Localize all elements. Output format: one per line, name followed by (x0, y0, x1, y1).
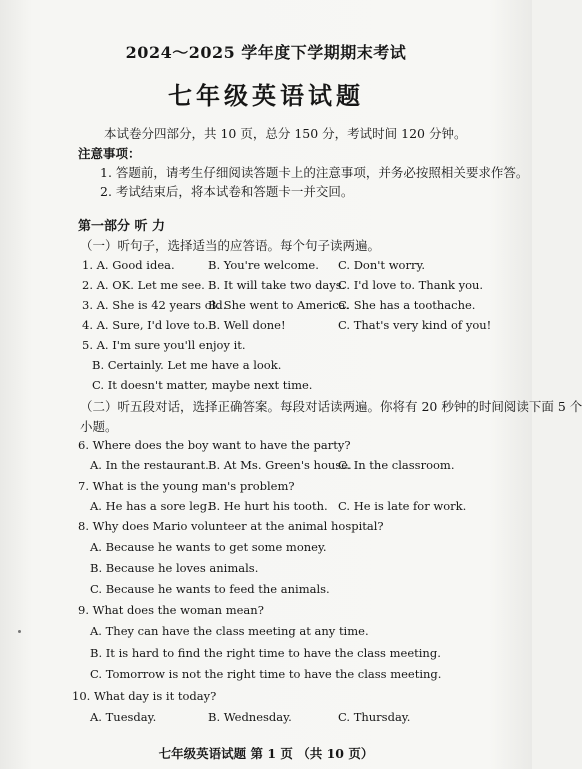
q4-option-c: C. That's very kind of you! (338, 318, 492, 332)
q10-option-c: C. Thursday. (338, 710, 411, 724)
section2-instruction: （二）听五段对话，选择正确答案。每段对话读两遍。你将有 20 秒钟的时间阅读下面 5 个 (80, 399, 582, 414)
q5-option-a: 5. A. I'm sure you'll enjoy it. (82, 338, 246, 352)
notice-item: 2. 考试结束后，将本试卷和答题卡一并交回。 (100, 184, 354, 199)
q3-option-a: 3. A. She is 42 years old. (82, 298, 227, 312)
notice-item: 1. 答题前，请考生仔细阅读答题卡上的注意事项，并务必按照相关要求作答。 (100, 165, 529, 180)
subject-title: 七年级英语试题 (168, 81, 364, 110)
q4-option-a: 4. A. Sure, I'd love to. (82, 318, 209, 332)
q10-stem: 10. What day is it today? (72, 689, 217, 703)
q8-option-b: B. Because he loves animals. (90, 561, 259, 575)
q5-option-b: B. Certainly. Let me have a look. (92, 358, 282, 372)
q8-option-a: A. Because he wants to get some money. (90, 540, 327, 554)
q2-option-c: C. I'd love to. Thank you. (338, 278, 484, 292)
q9-stem: 9. What does the woman mean? (78, 603, 264, 617)
q2-option-a: 2. A. OK. Let me see. (82, 278, 205, 292)
q10-option-a: A. Tuesday. (90, 710, 157, 724)
q9-option-a: A. They can have the class meeting at any time. (90, 624, 369, 638)
q5-option-c: C. It doesn't matter, maybe next time. (92, 378, 313, 392)
q3-option-c: C. She has a toothache. (338, 298, 476, 312)
page-footer: 七年级英语试题 第 1 页 （共 10 页） (158, 746, 374, 761)
part1-heading: 第一部分 听 力 (78, 219, 166, 234)
q9-option-c: C. Tomorrow is not the right time to have the class meeting. (90, 667, 442, 681)
exam-description: 本试卷分四部分，共 10 页，总分 150 分，考试时间 120 分钟。 (104, 126, 467, 141)
q1-option-b: B. You're welcome. (208, 258, 319, 272)
q8-stem: 8. Why does Mario volunteer at the animal hospital? (78, 519, 384, 533)
section1-instruction: （一）听句子，选择适当的应答语。每个句子读两遍。 (80, 238, 381, 253)
section2-instruction-cont: 小题。 (80, 419, 118, 434)
q6-stem: 6. Where does the boy want to have the party? (78, 438, 351, 452)
q9-option-b: B. It is hard to find the right time to have the class meeting. (90, 646, 441, 660)
q7-stem: 7. What is the young man's problem? (78, 479, 295, 493)
notice-label: 注意事项： (78, 146, 141, 161)
q3-option-b: B. She went to America. (208, 298, 350, 312)
q10-option-b: B. Wednesday. (208, 710, 292, 724)
exam-title: 2024～2025 学年度下学期期末考试 (125, 43, 407, 62)
q6-option-c: C. In the classroom. (338, 458, 455, 472)
paper-speck (18, 630, 21, 633)
q4-option-b: B. Well done! (208, 318, 286, 332)
q7-option-c: C. He is late for work. (338, 499, 467, 513)
q7-option-a: A. He has a sore leg. (90, 499, 211, 513)
q8-option-c: C. Because he wants to feed the animals. (90, 582, 330, 596)
q6-option-a: A. In the restaurant. (90, 458, 209, 472)
q1-option-a: 1. A. Good idea. (82, 258, 175, 272)
q2-option-b: B. It will take two days. (208, 278, 346, 292)
q1-option-c: C. Don't worry. (338, 258, 426, 272)
q6-option-b: B. At Ms. Green's house. (208, 458, 352, 472)
q7-option-b: B. He hurt his tooth. (208, 499, 328, 513)
